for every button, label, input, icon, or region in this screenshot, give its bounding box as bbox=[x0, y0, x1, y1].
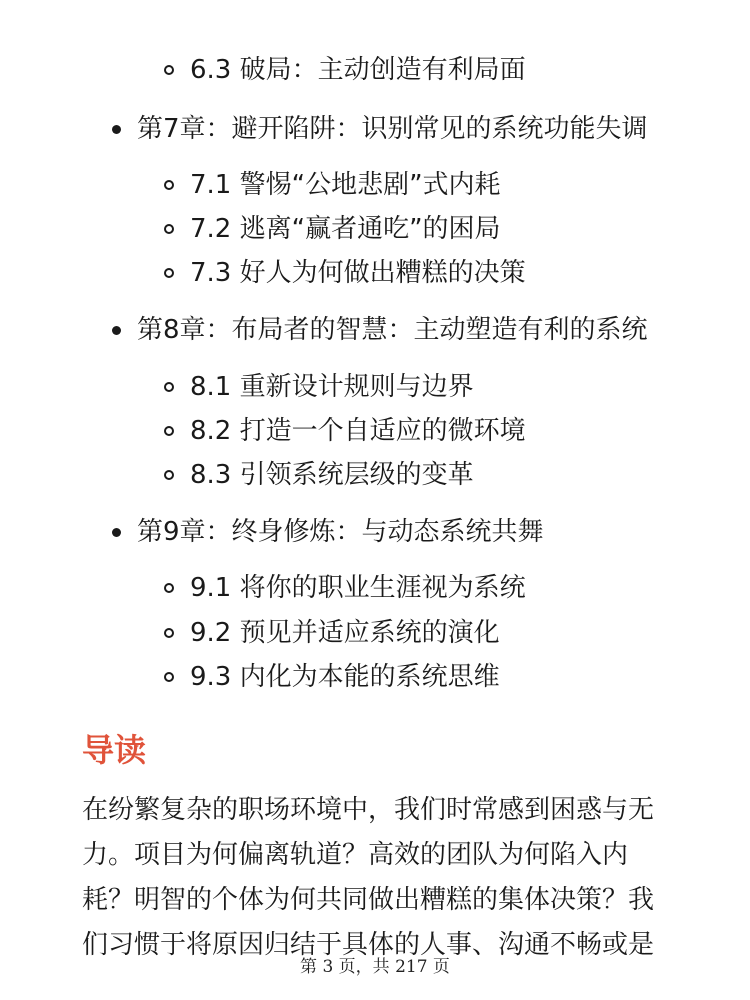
toc-subsection-item[interactable] bbox=[164, 458, 474, 492]
section-heading: 导读 bbox=[82, 731, 147, 769]
hollow-bullet-icon bbox=[164, 583, 174, 593]
toc-item-label: 9.3 内化为本能的系统思维 bbox=[190, 662, 500, 692]
toc-subsection-item[interactable] bbox=[164, 256, 526, 290]
paragraph-line: 在纷繁复杂的职场环境中，我们时常感到困惑与无 bbox=[82, 795, 655, 825]
hollow-bullet-icon bbox=[164, 180, 174, 190]
hollow-bullet-icon bbox=[164, 628, 174, 638]
hollow-bullet-icon bbox=[164, 268, 174, 278]
paragraph-line: 们习惯于将原因归结于具体的人事、沟通不畅或是 bbox=[82, 930, 655, 960]
toc-item-label: 6.3 破局：主动创造有利局面 bbox=[190, 55, 526, 85]
hollow-bullet-icon bbox=[164, 65, 174, 75]
paragraph-line: 耗？明智的个体为何共同做出糟糕的集体决策？我 bbox=[82, 885, 655, 915]
filled-bullet-icon bbox=[112, 326, 121, 335]
filled-bullet-icon bbox=[112, 125, 121, 134]
toc-subsection-item[interactable] bbox=[164, 53, 526, 87]
toc-item-label: 7.3 好人为何做出糟糕的决策 bbox=[190, 258, 526, 288]
paragraph-line: 力。项目为何偏离轨道？高效的团队为何陷入内 bbox=[82, 840, 629, 870]
toc-item-label: 第9章：终身修炼：与动态系统共舞 bbox=[137, 517, 544, 547]
toc-subsection-item[interactable] bbox=[164, 660, 500, 694]
hollow-bullet-icon bbox=[164, 426, 174, 436]
toc-item-label: 7.2 逃离“赢者通吃”的困局 bbox=[190, 214, 501, 244]
toc-subsection-item[interactable] bbox=[164, 212, 501, 246]
toc-chapter-item[interactable] bbox=[112, 112, 648, 146]
toc-item-label: 7.1 警惕“公地悲剧”式内耗 bbox=[190, 170, 501, 200]
toc-item-label: 9.2 预见并适应系统的演化 bbox=[190, 618, 500, 648]
toc-subsection-item[interactable] bbox=[164, 571, 526, 605]
toc-chapter-item[interactable] bbox=[112, 313, 648, 347]
hollow-bullet-icon bbox=[164, 470, 174, 480]
toc-item-label: 8.2 打造一个自适应的微环境 bbox=[190, 416, 526, 446]
hollow-bullet-icon bbox=[164, 382, 174, 392]
hollow-bullet-icon bbox=[164, 672, 174, 682]
toc-subsection-item[interactable] bbox=[164, 168, 501, 202]
hollow-bullet-icon bbox=[164, 224, 174, 234]
toc-item-label: 8.1 重新设计规则与边界 bbox=[190, 372, 474, 402]
toc-subsection-item[interactable] bbox=[164, 616, 500, 650]
toc-chapter-item[interactable] bbox=[112, 515, 544, 549]
page-number-footer: 第 3 页，共 217 页 bbox=[300, 957, 450, 977]
toc-item-label: 9.1 将你的职业生涯视为系统 bbox=[190, 573, 526, 603]
toc-item-label: 第7章：避开陷阱：识别常见的系统功能失调 bbox=[137, 114, 648, 144]
toc-subsection-item[interactable] bbox=[164, 370, 474, 404]
filled-bullet-icon bbox=[112, 528, 121, 537]
toc-item-label: 第8章：布局者的智慧：主动塑造有利的系统 bbox=[137, 315, 648, 345]
body-paragraph bbox=[82, 788, 682, 968]
toc-item-label: 8.3 引领系统层级的变革 bbox=[190, 460, 474, 490]
toc-subsection-item[interactable] bbox=[164, 414, 526, 448]
